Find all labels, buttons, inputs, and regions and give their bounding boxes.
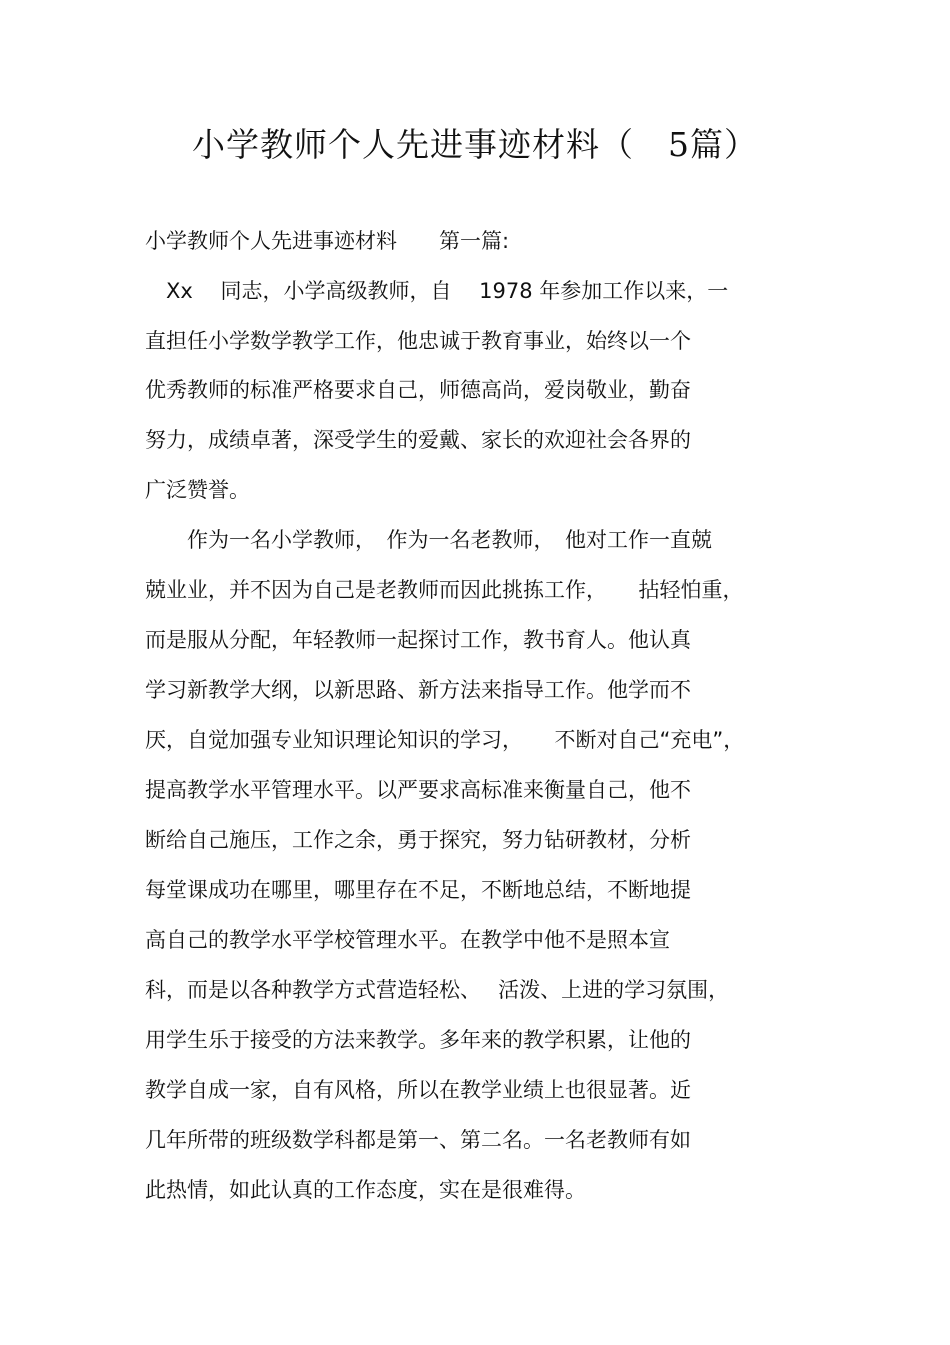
paragraph-line: 每堂课成功在哪里，哪里存在不足，不断地总结，不断地提: [145, 878, 691, 902]
paragraph-line: 努力，成绩卓著，深受学生的爱戴、家长的欢迎社会各界的: [145, 428, 691, 452]
paragraph-line: 教学自成一家，自有风格，所以在教学业绩上也很显著。近: [145, 1078, 691, 1102]
paragraph-line: 高自己的教学水平学校管理水平。在教学中他不是照本宣: [145, 928, 670, 952]
paragraph-line: 学习新教学大纲，以新思路、新方法来指导工作。他学而不: [145, 678, 691, 702]
paragraph-line: Xx 同志，小学高级教师，自 1978 年参加工作以来，一: [145, 279, 729, 303]
paragraph-line: 而是服从分配，年轻教师一起探讨工作，教书育人。他认真: [145, 628, 691, 652]
paragraph-line: 提高教学水平管理水平。以严要求高标准来衡量自己，他不: [145, 778, 691, 802]
paragraph-line: 优秀教师的标准严格要求自己，师德高尚，爱岗敬业，勤奋: [145, 378, 691, 402]
paragraph-line: 广泛赞誉。: [145, 478, 250, 502]
paragraph-line: 断给自己施压，工作之余，勇于探究，努力钻研教材，分析: [145, 828, 691, 852]
document-title: 小学教师个人先进事迹材料（ 5篇）: [192, 125, 758, 164]
paragraph-line: 作为一名小学教师， 作为一名老教师， 他对工作一直兢: [145, 528, 712, 552]
paragraph-line: 几年所带的班级数学科都是第一、第二名。一名老教师有如: [145, 1128, 691, 1152]
paragraph-line: 直担任小学数学教学工作，他忠诚于教育事业，始终以一个: [145, 329, 691, 353]
paragraph-line: 科，而是以各种教学方式营造轻松、 活泼、上进的学习氛围，: [145, 978, 730, 1002]
section-heading: 小学教师个人先进事迹材料 第一篇:: [145, 229, 510, 253]
paragraph-line: 用学生乐于接受的方法来教学。多年来的教学积累，让他的: [145, 1028, 691, 1052]
paragraph-line: 厌，自觉加强专业知识理论知识的学习， 不断对自己“充电”，: [145, 728, 745, 752]
paragraph-line: 兢业业，并不因为自己是老教师而因此挑拣工作， 拈轻怕重，: [145, 578, 744, 602]
paragraph-line: 此热情，如此认真的工作态度，实在是很难得。: [145, 1178, 586, 1202]
